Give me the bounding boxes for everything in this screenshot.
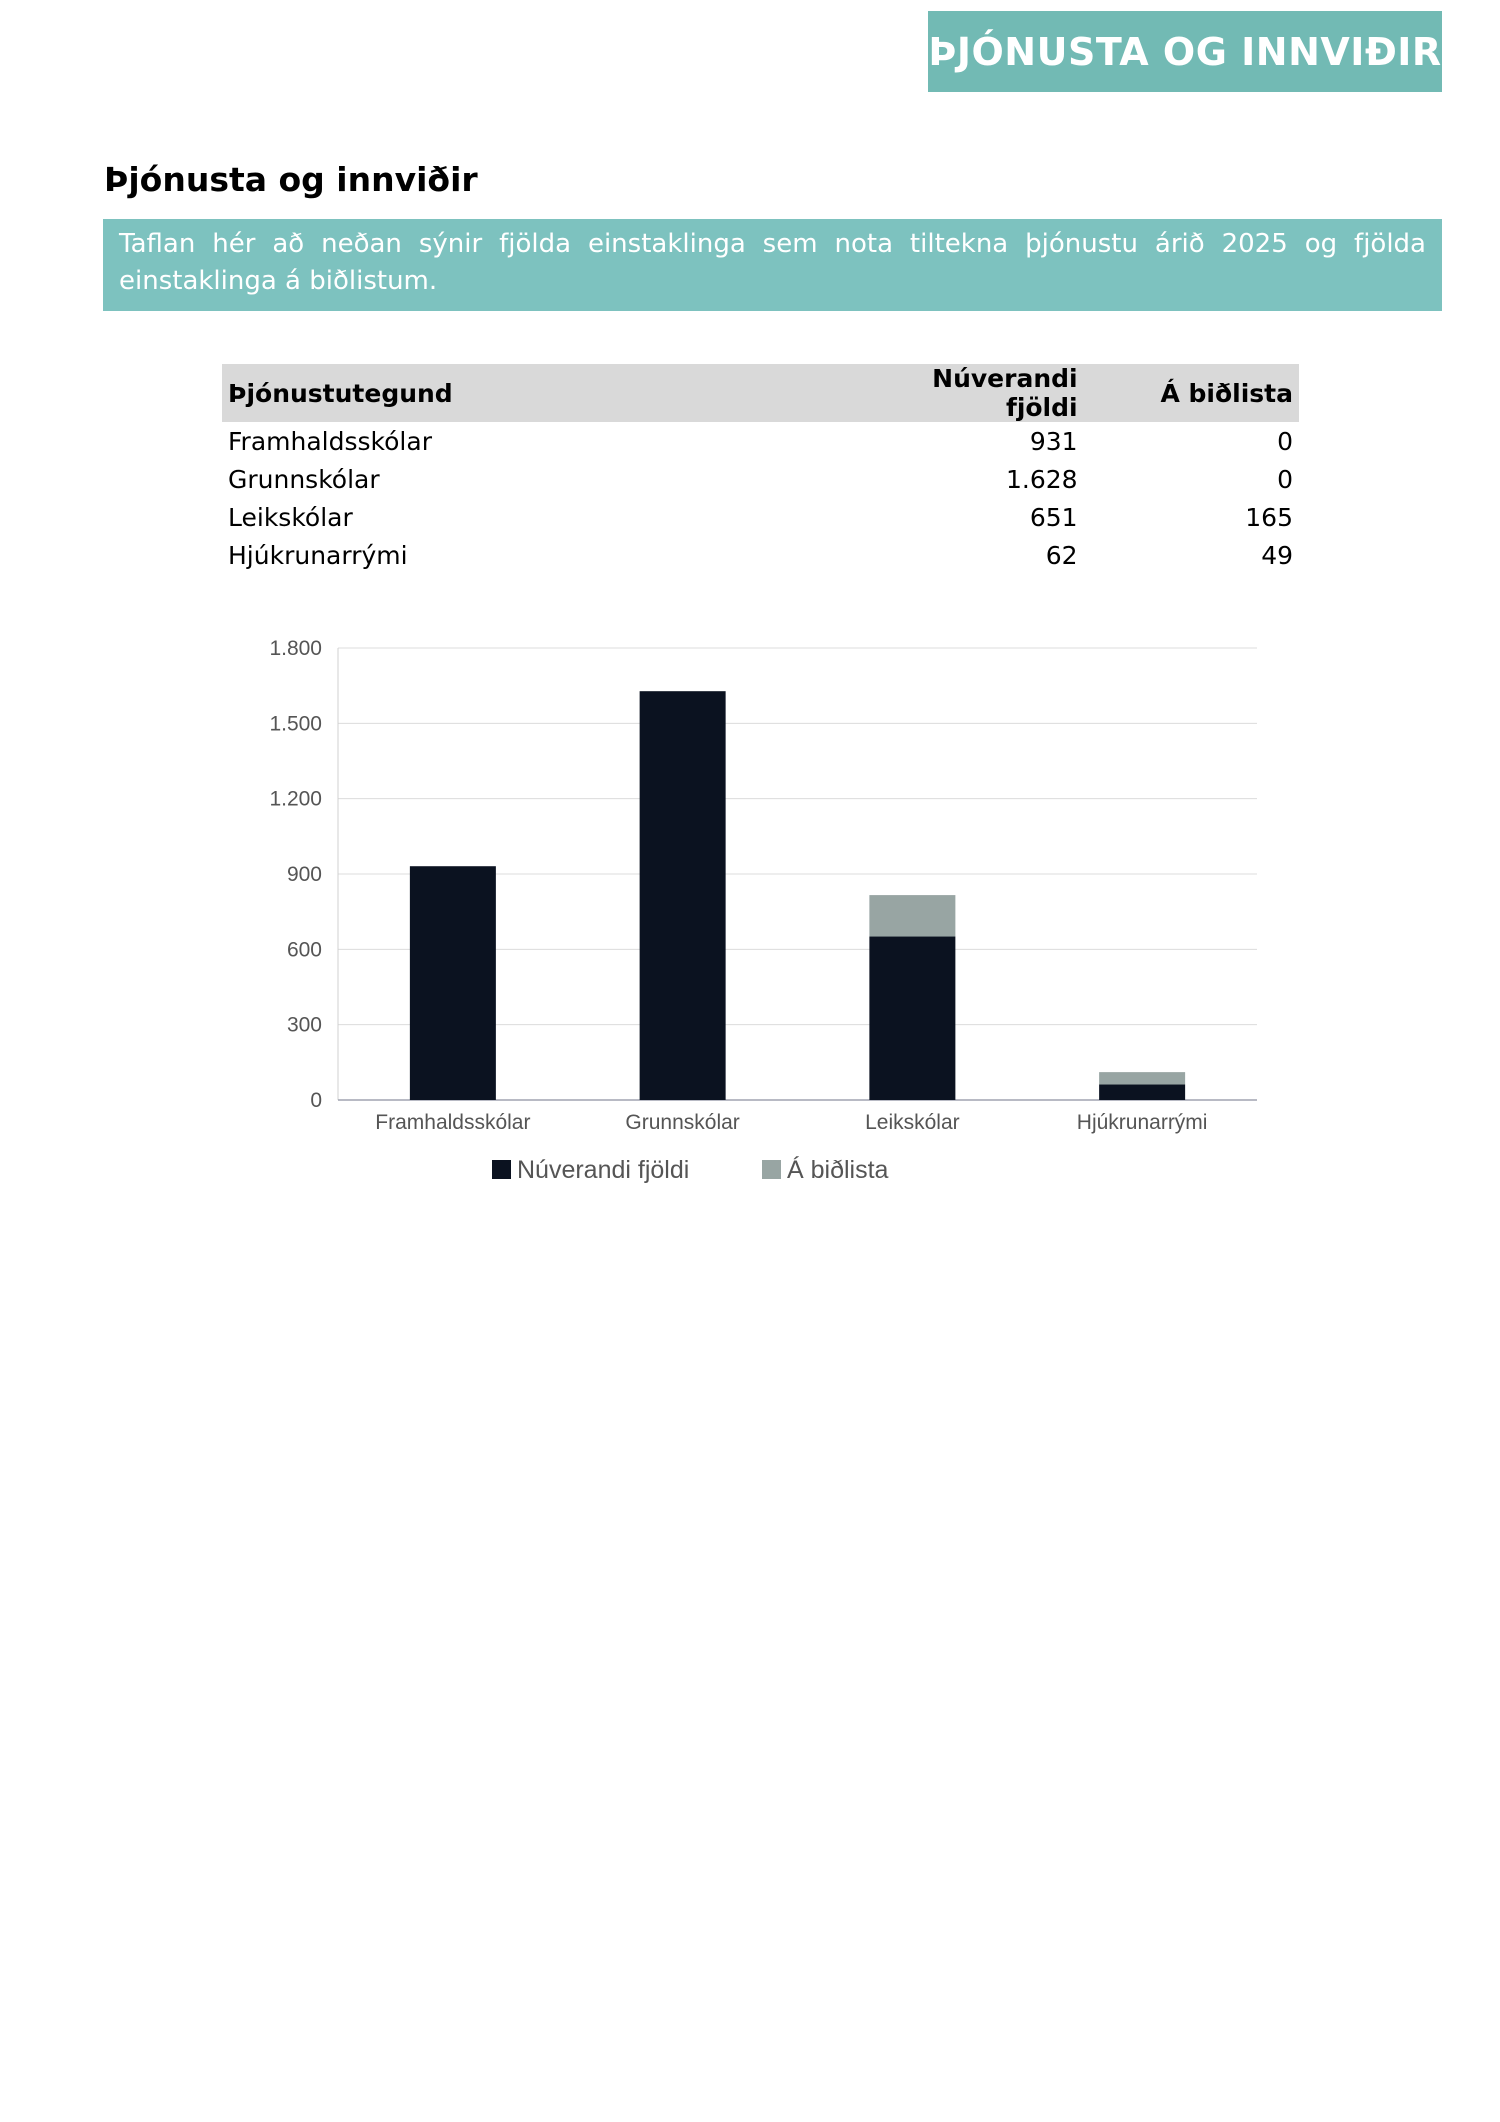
- cell-service-type: Leikskólar: [228, 502, 353, 532]
- table-row: [222, 460, 1299, 498]
- cell-current-count: 1.628: [1006, 464, 1078, 494]
- y-tick-label: 300: [286, 1013, 322, 1037]
- bar-chart-svg: [240, 620, 1280, 1190]
- cell-waitlist: 49: [1261, 540, 1293, 570]
- x-tick-label: Leikskólar: [865, 1111, 960, 1134]
- x-tick-label: Framhaldsskólar: [375, 1111, 531, 1134]
- y-tick-label: 1.800: [269, 637, 322, 660]
- y-tick-label: 900: [286, 863, 322, 886]
- service-table: [222, 364, 1299, 574]
- section-banner: ÞJÓNUSTA OG INNVIÐIR: [928, 11, 1442, 92]
- table-row: [222, 536, 1299, 574]
- legend-label: Núverandi fjöldi: [517, 1156, 690, 1184]
- bar-current: [640, 691, 726, 1100]
- table-header-row: [222, 364, 1299, 422]
- bar-waitlist: [869, 895, 955, 936]
- y-tick-label: 1.500: [269, 712, 322, 736]
- cell-waitlist: 0: [1277, 464, 1293, 494]
- cell-waitlist: 0: [1277, 426, 1293, 456]
- bar-current: [410, 866, 496, 1100]
- header-service-type: Þjónustutegund: [222, 364, 847, 422]
- cell-service-type: Framhaldsskólar: [228, 426, 432, 456]
- cell-service-type: Grunnskólar: [228, 464, 380, 494]
- legend-swatch: [492, 1160, 511, 1179]
- cell-current-count: 651: [1029, 502, 1078, 532]
- legend-label: Á biðlista: [787, 1156, 889, 1184]
- y-tick-label: 600: [286, 938, 322, 962]
- y-tick-label: 0: [310, 1089, 322, 1112]
- bar-current: [1099, 1084, 1185, 1100]
- intro-text: Taflan hér að neðan sýnir fjölda einstaklinga sem nota tiltekna þjónustu árið 2025 og fjölda einstaklinga á biðlistum.: [103, 219, 1442, 311]
- cell-service-type: Hjúkrunarrými: [228, 540, 408, 570]
- bar-current: [869, 937, 955, 1100]
- y-tick-label: 1.200: [269, 787, 322, 811]
- header-waitlist: Á biðlista: [1084, 364, 1299, 422]
- service-chart: [240, 620, 1280, 1190]
- table-row: [222, 422, 1299, 460]
- cell-waitlist: 165: [1245, 502, 1293, 532]
- table-row: [222, 498, 1299, 536]
- cell-current-count: 62: [1045, 540, 1078, 570]
- page-title: Þjónusta og innviðir: [104, 160, 478, 199]
- header-current-count: Núverandi fjöldi: [847, 364, 1084, 422]
- bar-waitlist: [1099, 1072, 1185, 1084]
- legend-swatch: [762, 1160, 781, 1179]
- cell-current-count: 931: [1029, 426, 1078, 456]
- x-tick-label: Grunnskólar: [625, 1111, 740, 1134]
- x-tick-label: Hjúkrunarrými: [1076, 1111, 1208, 1134]
